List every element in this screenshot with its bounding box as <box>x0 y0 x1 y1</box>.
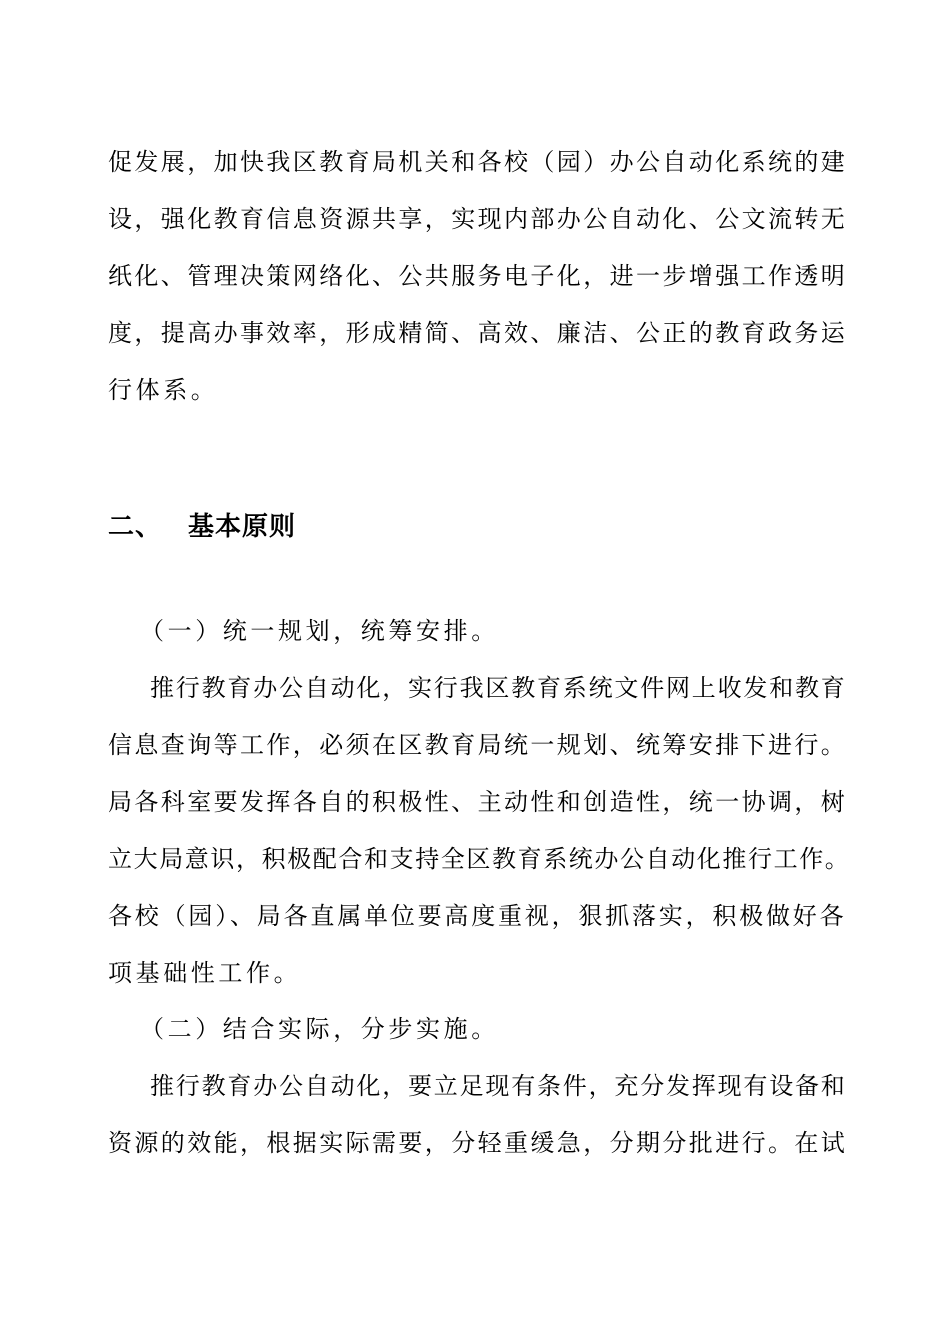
paragraph-line: 信息查询等工作，必须在区教育局统一规划、统筹安排下进行。 <box>108 731 848 759</box>
subsection-title: （二）结合实际，分步实施。 <box>140 1015 499 1043</box>
section-title: 基本原则 <box>188 512 297 542</box>
section-number: 二、 <box>108 512 163 542</box>
section-heading <box>108 510 296 544</box>
paragraph-line: 推行教育办公自动化，实行我区教育系统文件网上收发和教育 <box>150 674 847 702</box>
paragraph-line: 促发展，加快我区教育局机关和各校（园）办公自动化系统的建 <box>108 148 848 176</box>
subsection-title: （一）统一规划，统筹安排。 <box>140 617 499 645</box>
paragraph-line: 推行教育办公自动化，要立足现有条件，充分发挥现有设备和 <box>150 1072 847 1100</box>
paragraph-line: 度，提高办事效率，形成精简、高效、廉洁、公正的教育政务运 <box>108 319 848 347</box>
paragraph-line: 各校（园）、局各直属单位要高度重视，狠抓落实，积极做好各 <box>108 902 847 930</box>
paragraph-line: 纸化、管理决策网络化、公共服务电子化，进一步增强工作透明 <box>108 262 848 290</box>
paragraph-line: 局各科室要发挥各自的积极性、主动性和创造性，统一协调，树 <box>108 788 848 816</box>
paragraph-line: 资源的效能，根据实际需要，分轻重缓急，分期分批进行。在试 <box>108 1129 848 1157</box>
paragraph-line: 设，强化教育信息资源共享，实现内部办公自动化、公文流转无 <box>108 205 848 233</box>
paragraph-line: 项基础性工作。 <box>108 959 302 987</box>
paragraph-line: 立大局意识，积极配合和支持全区教育系统办公自动化推行工作。 <box>108 845 851 873</box>
paragraph-line: 行体系。 <box>108 376 219 404</box>
